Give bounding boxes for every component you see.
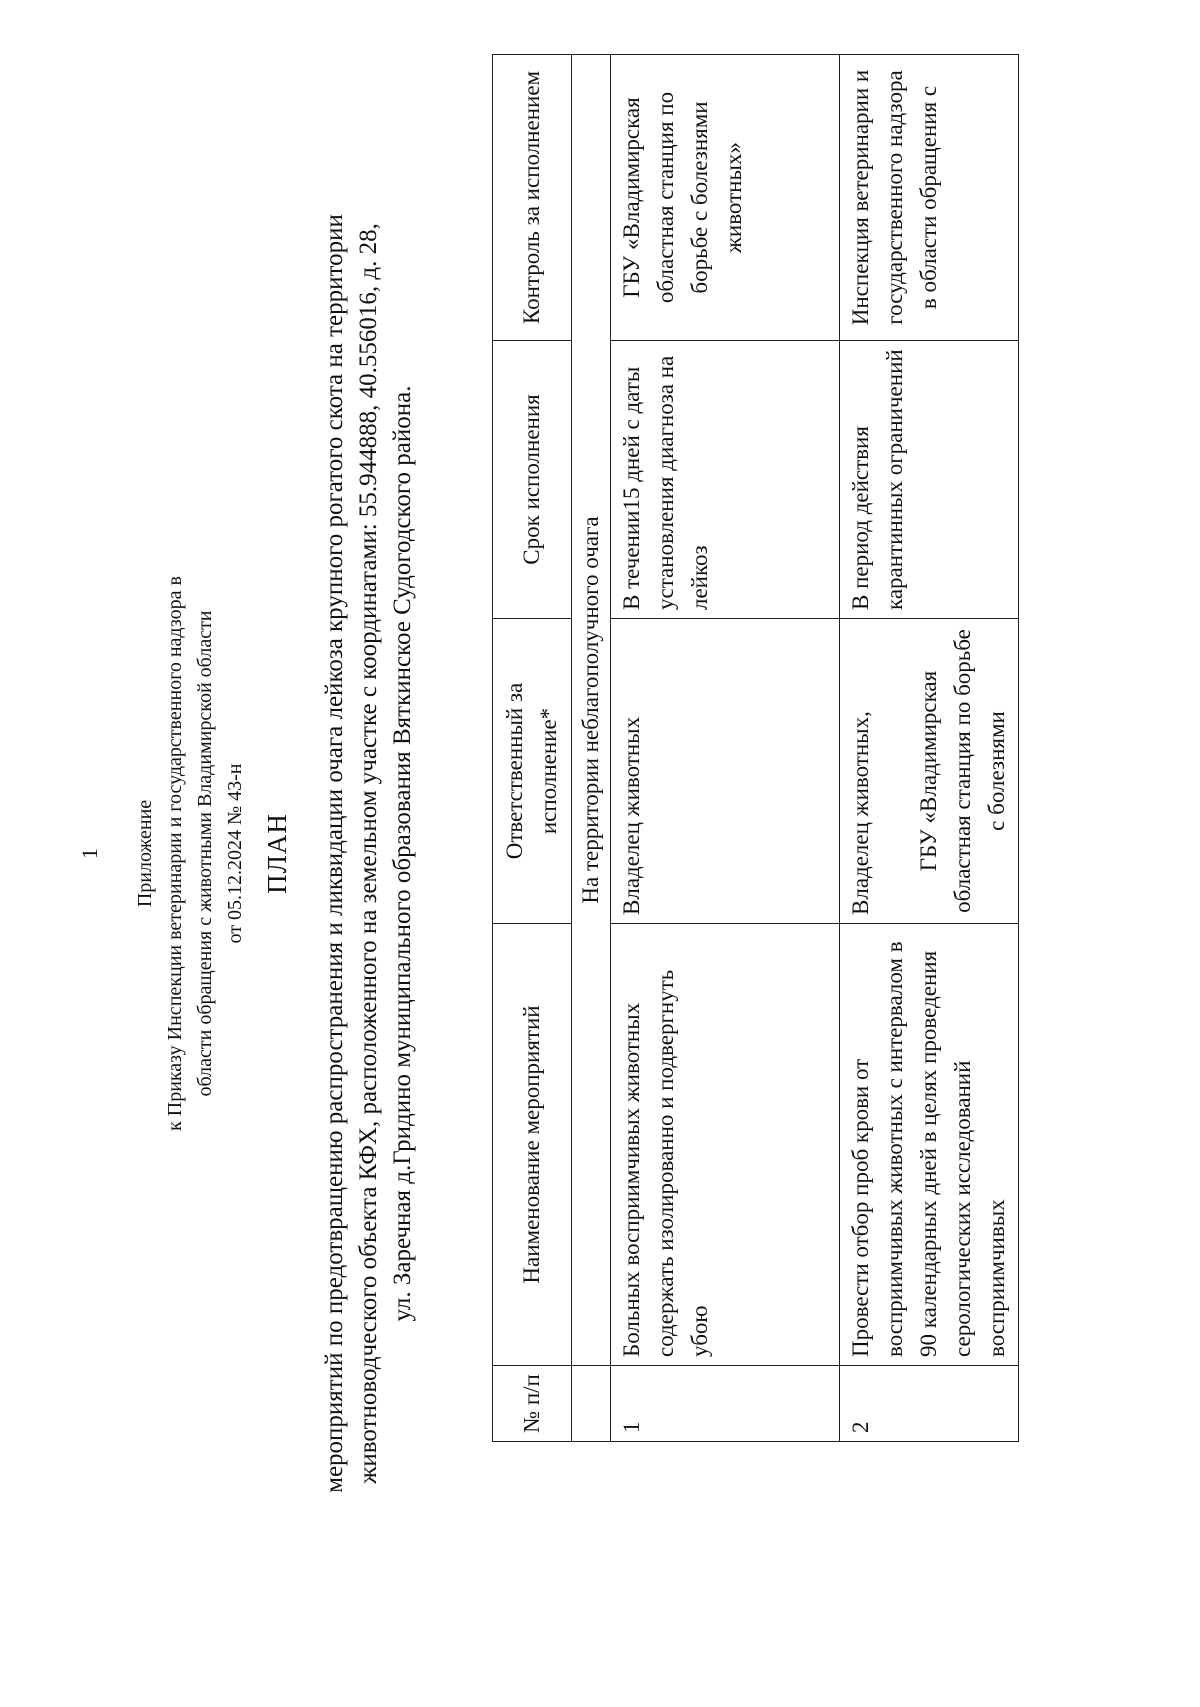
- table-row: [611, 55, 840, 1442]
- row-1-responsible: Владелец животных: [611, 619, 840, 924]
- header-num: № п/п: [493, 1366, 572, 1442]
- table-row: [840, 55, 1019, 1442]
- row-2-responsible-line-1: Владелец животных,: [848, 711, 873, 915]
- row-2-responsible: [840, 619, 1019, 924]
- section-title: На территории неблагополучного очага: [572, 55, 611, 1366]
- row-2-control: Инспекция ветеринарии и государственного надзора в области обращения с: [840, 55, 1019, 341]
- appendix-line-3: области обращения с животными Владимирской области: [194, 610, 216, 1097]
- header-name: Наименование мероприятий: [493, 924, 572, 1366]
- plan-subtitle-line-1: мероприятий по предотвращению распространения и ликвидации очага лейкоза крупного рогатого скота на территории: [321, 214, 348, 1493]
- header-deadline: Срок исполнения: [493, 341, 572, 619]
- row-1-control: ГБУ «Владимирская областная станция по борьбе с болезнями животных»: [611, 55, 840, 341]
- row-2-deadline: В период действия карантинных ограничений: [840, 341, 1019, 619]
- page-number: 1: [77, 848, 102, 859]
- plan-subtitle-line-3: ул. Заречная д.Гридино муниципального образования Вяткинское Судогодского района.: [389, 385, 416, 1322]
- plan-subtitle: [318, 0, 420, 1707]
- header-responsible: Ответственный за исполнение*: [493, 619, 572, 924]
- row-2-num: 2: [840, 1366, 1019, 1442]
- plan-subtitle-line-2: животноводческого объекта КФХ, расположенного на земельном участке с координатами: 55.944888, 40.556016, д. 28,: [355, 223, 382, 1484]
- appendix-line-2: к Приказу Инспекции ветеринарии и государственного надзора в: [164, 576, 186, 1131]
- section-row: [572, 55, 611, 1442]
- header-control: Контроль за исполнением: [493, 55, 572, 341]
- row-2-responsible-line-2: ГБУ «Владимирская областная станция по борьбе с болезнями: [916, 629, 1009, 913]
- row-1-name: Больных восприимчивых животных содержать изолированно и подвергнуть убою: [611, 924, 840, 1366]
- plan-table: [492, 54, 1019, 1442]
- appendix-line-4: от 05.12.2024 № 43-н: [224, 763, 246, 944]
- row-1-deadline: В течении15 дней с даты установления диагноза на лейкоз: [611, 341, 840, 619]
- appendix-block: [130, 0, 250, 1707]
- plan-title: ПЛАН: [262, 813, 292, 894]
- row-2-name: Провести отбор проб крови от восприимчивых животных с интервалом в 90 календарных дней в целях проведения серологических исследований восприимчивых: [840, 924, 1019, 1366]
- table-header-row: [493, 55, 572, 1442]
- row-1-num: 1: [611, 1366, 840, 1442]
- section-empty-cell: [572, 1366, 611, 1442]
- appendix-line-1: Приложение: [134, 799, 156, 908]
